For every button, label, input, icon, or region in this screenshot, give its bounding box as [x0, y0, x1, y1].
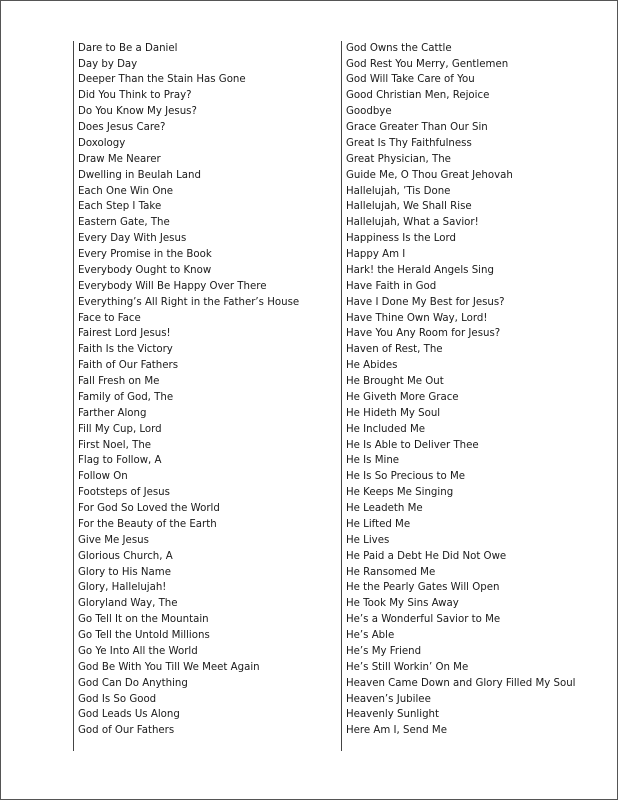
hymn-title: Great Physician, The	[346, 153, 451, 165]
hymn-title: He’s Still Workin’ On Me	[346, 661, 469, 673]
hymn-title: Have Faith in God	[346, 280, 437, 292]
hymn-title: Do You Know My Jesus?	[78, 106, 197, 118]
hymn-title: He Is So Precious to Me	[346, 471, 466, 483]
hymn-title: Everything’s All Right in the Father’s House	[78, 296, 300, 308]
hymn-title: Each Step I Take	[78, 201, 162, 213]
hymn-title: Guide Me, O Thou Great Jehovah	[346, 169, 513, 181]
hymn-title: Hallelujah, ’Tis Done	[346, 185, 451, 197]
hymn-title: Gloryland Way, The	[78, 598, 178, 610]
hymn-title: For the Beauty of the Earth	[78, 518, 217, 530]
hymn-title: Glory, Hallelujah!	[78, 582, 167, 594]
hymn-title: Doxology	[78, 137, 126, 149]
hymn-title: Have I Done My Best for Jesus?	[346, 296, 505, 308]
hymn-title: He Giveth More Grace	[346, 391, 459, 403]
hymn-title: Flag to Follow, A	[78, 455, 162, 467]
hymn-title: Happiness Is the Lord	[346, 233, 456, 245]
hymn-title: Farther Along	[78, 407, 147, 419]
hymn-title: God Be With You Till We Meet Again	[78, 661, 260, 673]
hymn-title: God Is So Good	[78, 693, 157, 705]
hymn-title: He Is Able to Deliver Thee	[346, 439, 479, 451]
hymn-title: Haven of Rest, The	[346, 344, 443, 356]
hymn-title: Did You Think to Pray?	[78, 90, 192, 102]
hymn-title: Hark! the Herald Angels Sing	[346, 264, 494, 276]
hymn-title: Go Tell It on the Mountain	[78, 614, 209, 626]
hymn-title: He’s a Wonderful Savior to Me	[346, 614, 501, 626]
hymn-list-left-column	[73, 41, 333, 751]
hymn-title: Does Jesus Care?	[78, 122, 166, 134]
hymn-title: He the Pearly Gates Will Open	[346, 582, 500, 594]
hymn-title: God Rest You Merry, Gentlemen	[346, 58, 509, 70]
hymn-title: Heaven Came Down and Glory Filled My Soul	[346, 677, 576, 689]
hymn-title: Each One Win One	[78, 185, 174, 197]
hymn-title: Grace Greater Than Our Sin	[346, 122, 488, 134]
hymn-title: Faith Is the Victory	[78, 344, 173, 356]
hymn-title: He Brought Me Out	[346, 376, 444, 388]
hymn-title: Footsteps of Jesus	[78, 487, 170, 499]
hymn-title: Fill My Cup, Lord	[78, 423, 162, 435]
hymn-title: Go Ye Into All the World	[78, 645, 198, 657]
hymn-title: Draw Me Nearer	[78, 153, 161, 165]
hymn-title: Dwelling in Beulah Land	[78, 169, 201, 181]
hymn-title: Have You Any Room for Jesus?	[346, 328, 501, 340]
hymn-title: Great Is Thy Faithfulness	[346, 137, 472, 149]
hymn-title: Everybody Ought to Know	[78, 264, 212, 276]
hymn-title: Hallelujah, What a Savior!	[346, 217, 479, 229]
hymn-title: He Paid a Debt He Did Not Owe	[346, 550, 507, 562]
hymn-title: Glorious Church, A	[78, 550, 173, 562]
hymn-title: He Is Mine	[346, 455, 400, 467]
hymn-title: Give Me Jesus	[78, 534, 149, 546]
hymn-title: God Will Take Care of You	[346, 74, 475, 86]
hymn-title: God Can Do Anything	[78, 677, 188, 689]
hymn-title: Good Christian Men, Rejoice	[346, 90, 490, 102]
hymn-title: Goodbye	[346, 106, 392, 118]
hymn-title: Happy Am I	[346, 249, 406, 261]
hymn-title: Fairest Lord Jesus!	[78, 328, 171, 340]
hymn-title: Family of God, The	[78, 391, 174, 403]
hymn-title: Faith of Our Fathers	[78, 360, 179, 372]
hymn-title: God of Our Fathers	[78, 725, 175, 737]
hymn-title: Dare to Be a Daniel	[78, 42, 178, 54]
hymn-title: Deeper Than the Stain Has Gone	[78, 74, 246, 86]
hymn-title: He’s My Friend	[346, 645, 422, 657]
hymn-title: God Owns the Cattle	[346, 42, 452, 54]
hymn-title: Hallelujah, We Shall Rise	[346, 201, 472, 213]
hymn-list-right-column	[341, 41, 604, 751]
hymn-title: Heavenly Sunlight	[346, 709, 439, 721]
hymn-title: He Included Me	[346, 423, 426, 435]
hymn-title: First Noel, The	[78, 439, 152, 451]
hymn-title: Here Am I, Send Me	[346, 725, 447, 737]
hymn-title: Fall Fresh on Me	[78, 376, 160, 388]
hymn-title: Eastern Gate, The	[78, 217, 170, 229]
hymn-title: He Lives	[346, 534, 390, 546]
hymn-title: He Lifted Me	[346, 518, 411, 530]
hymn-title: He Ransomed Me	[346, 566, 436, 578]
hymn-title: He Hideth My Soul	[346, 407, 441, 419]
hymn-title: Face to Face	[78, 312, 141, 324]
hymn-title: Heaven’s Jubilee	[346, 693, 431, 705]
hymn-title: Everybody Will Be Happy Over There	[78, 280, 267, 292]
hymn-title: He Keeps Me Singing	[346, 487, 454, 499]
hymn-title: Go Tell the Untold Millions	[78, 630, 210, 642]
hymn-title: He Leadeth Me	[346, 503, 423, 515]
hymn-title: He’s Able	[346, 630, 395, 642]
hymn-title: He Took My Sins Away	[346, 598, 459, 610]
hymn-title: For God So Loved the World	[78, 503, 220, 515]
hymn-title: God Leads Us Along	[78, 709, 180, 721]
hymn-title: Glory to His Name	[78, 566, 171, 578]
hymn-title: Every Promise in the Book	[78, 249, 212, 261]
hymn-title: He Abides	[346, 360, 398, 372]
hymn-title: Day by Day	[78, 58, 138, 70]
hymn-title: Follow On	[78, 471, 128, 483]
hymn-title: Every Day With Jesus	[78, 233, 187, 245]
hymn-title: Have Thine Own Way, Lord!	[346, 312, 488, 324]
